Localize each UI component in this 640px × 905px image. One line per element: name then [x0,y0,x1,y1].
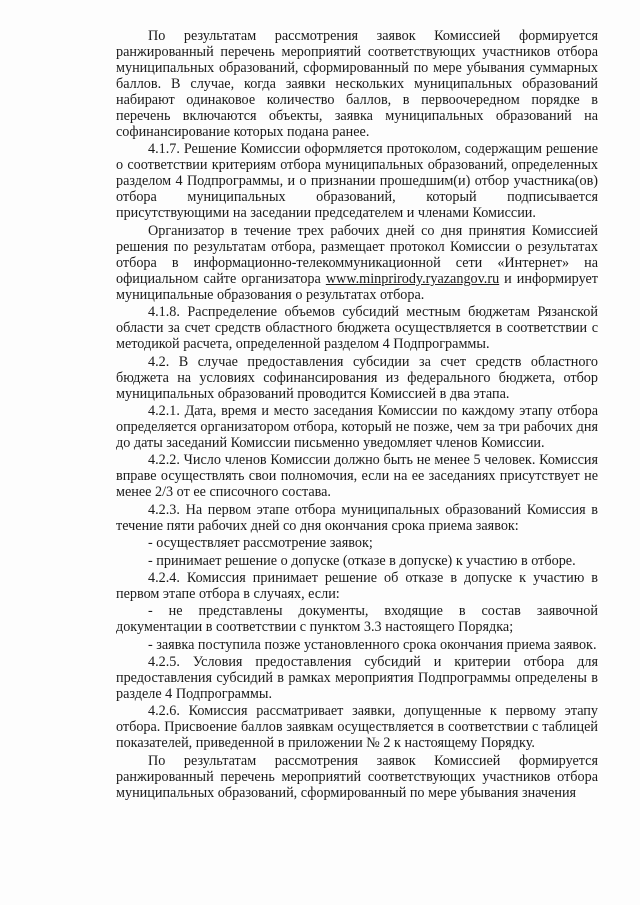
paragraph-4-2-6: 4.2.6. Комиссия рассматривает заявки, допущенные к первому этапу отбора. Присвоение баллов заявкам осуществляется в соответствии с таблицей показателей, приведенной в приложении № 2 к настоящему Порядку. [116,703,598,752]
paragraph-4-2-1: 4.2.1. Дата, время и место заседания Комиссии по каждому этапу отбора определяется организатором отбора, который не позже, чем за три рабочих дня до даты заседаний Комиссии письменно уведомляет членов Комиссии. [116,402,598,451]
paragraph-4-2-4: 4.2.4. Комиссия принимает решение об отказе в допуске к участию в первом этапе отбора в случаях, если: [116,569,598,602]
paragraph-ranking-summary: По результатам рассмотрения заявок Комиссией формируется ранжированный перечень мероприятий соответствующих участников отбора муниципальных образований, сформированный по мере убывания суммарных баллов. В случае, когда заявки нескольких муниципальных образований набирают одинаковое количество баллов, в первоочередном порядке в перечень включаются объекты, заявка муниципальных образований на софинансирование которых подана ранее. [116,28,598,140]
paragraph-organizer-publication [116,223,598,303]
paragraph-4-1-7: 4.1.7. Решение Комиссии оформляется протоколом, содержащим решение о соответствии критериям отбора муниципальных образований, определенных разделом 4 Подпрограммы, и о признании прошедшим(и) отбор участника(ов) отбора муниципальных образований, который подписывается присутствующими на заседании председателем и членами Комиссии. [116,141,598,222]
paragraph-ranking-final: По результатам рассмотрения заявок Комиссией формируется ранжированный перечень мероприятий соответствующих участников отбора муниципальных образований, сформированный по мере убывания значения [116,752,598,801]
paragraph-organizer-text-after: и информирует муниципальные образования о результатах отбора. [116,270,598,303]
list-item-missing-documents: - не представлены документы, входящие в состав заявочной документации в соответствии с пунктом 3.3 настоящего Порядка; [116,603,598,636]
list-item-late-application: - заявка поступила позже установленного срока окончания приема заявок. [148,636,597,653]
list-item-admission-decision: - принимает решение о допуске (отказе в допуске) к участию в отборе. [148,552,576,569]
paragraph-4-1-8: 4.1.8. Распределение объемов субсидий местным бюджетам Рязанской области за счет средств областного бюджета осуществляется в соответствии с методикой расчета, определенной разделом 4 Подпрограммы. [116,304,598,353]
document-body [116,28,598,802]
paragraph-organizer-text-before: Организатор в течение трех рабочих дней со дня принятия Комиссией решения по результатам отбора, размещает протокол Комиссии о результатах отбора в информационно-телекоммуникационной сети «Интернет» на официальном сайте организатора [116,222,598,287]
paragraph-4-2-2: 4.2.2. Число членов Комиссии должно быть не менее 5 человек. Комиссия вправе осуществлять свои полномочия, если на ее заседаниях присутствует не менее 2/3 от ее списочного состава. [116,452,598,501]
paragraph-4-2-5: 4.2.5. Условия предоставления субсидий и критерии отбора для предоставления субсидий в рамках мероприятия Подпрограммы определены в разделе 4 Подпрограммы. [116,654,598,703]
paragraph-4-2-3: 4.2.3. На первом этапе отбора муниципальных образований Комиссия в течение пяти рабочих дней со дня окончания срока приема заявок: [116,501,598,534]
paragraph-4-2: 4.2. В случае предоставления субсидии за счет средств областного бюджета на условиях софинансирования из федерального бюджета, отбор муниципальных образований проводится Комиссией в два этапа. [116,353,598,402]
list-item-review-applications: - осуществляет рассмотрение заявок; [148,535,373,552]
organizer-website-link[interactable]: www.minprirody.ryazangov.ru [325,270,500,287]
